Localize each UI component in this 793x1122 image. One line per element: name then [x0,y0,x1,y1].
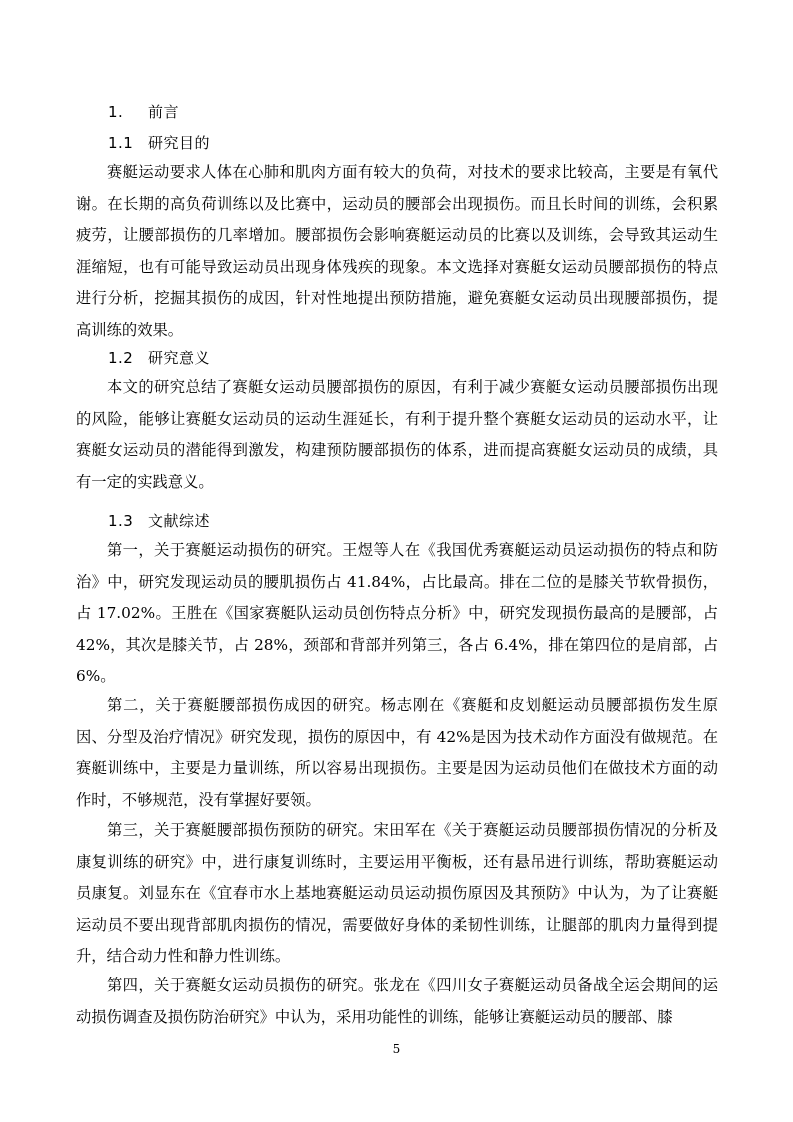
heading-number: 1.1 [108,134,134,152]
paragraph-significance: 本文的研究总结了赛艇女运动员腰部损伤的原因，有利于减少赛艇女运动员腰部损伤出现的风险，能够让赛艇女运动员的运动生涯延长，有利于提升整个赛艇女运动员的运动水平，让赛艇女运动员的潜能得到激发，构建预防腰部损伤的体系，进而提高赛艇女运动员的成绩，具有一定的实践意义。 [76,378,718,491]
heading-number: 1.3 [108,512,134,530]
heading-preface [108,101,179,122]
heading-number: 1.2 [108,349,134,367]
heading-research-purpose [108,132,210,153]
paragraph-review-fourth: 第四，关于赛艇女运动员损伤的研究。张龙在《四川女子赛艇运动员备战全运会期间的运动损伤调查及损伤防治研究》中认为，采用功能性的训练，能够让赛艇运动员的腰部、膝 [76,976,718,1026]
heading-title: 研究目的 [148,134,211,152]
heading-number: 1. [108,103,124,121]
heading-title: 文献综述 [148,512,211,530]
paragraph-review-second: 第二，关于赛艇腰部损伤成因的研究。杨志刚在《赛艇和皮划艇运动员腰部损伤发生原因、分型及治疗情况》研究发现，损伤的原因中，有 42%是因为技术动作方面没有做规范。在赛艇训练中，主要是力量训练，所以容易出现损伤。主要是因为运动员他们在做技术方面的动作时，不够规范，没有掌握好要领。 [76,696,718,809]
paragraph-purpose: 赛艇运动要求人体在心肺和肌肉方面有较大的负荷，对技术的要求比较高，主要是有氧代谢。在长期的高负荷训练以及比赛中，运动员的腰部会出现损伤。而且长时间的训练，会积累疲劳，让腰部损伤的几率增加。腰部损伤会影响赛艇运动员的比赛以及训练，会导致其运动生涯缩短，也有可能导致运动员出现身体残疾的现象。本文选择对赛艇女运动员腰部损伤的特点进行分析，挖掘其损伤的成因，针对性地提出预防措施，避免赛艇女运动员出现腰部损伤，提高训练的效果。 [76,163,718,339]
heading-title: 研究意义 [148,349,211,367]
page-number: 5 [392,1042,401,1056]
paragraph-review-third: 第三，关于赛艇腰部损伤预防的研究。宋田军在《关于赛艇运动员腰部损伤情况的分析及康复训练的研究》中，进行康复训练时，主要运用平衡板，还有悬吊进行训练，帮助赛艇运动员康复。刘显东在《宜春市水上基地赛艇运动员运动损伤原因及其预防》中认为，为了让赛艇运动员不要出现背部肌肉损伤的情况，需要做好身体的柔韧性训练，让腿部的肌肉力量得到提升，结合动力性和静力性训练。 [76,821,718,965]
heading-research-significance [108,347,210,368]
heading-literature-review [108,510,210,531]
heading-title: 前言 [148,103,180,121]
paragraph-review-first: 第一，关于赛艇运动损伤的研究。王煜等人在《我国优秀赛艇运动员运动损伤的特点和防治》中，研究发现运动员的腰肌损伤占 41.84%，占比最高。排在二位的是膝关节软骨损伤，占 17.02%。王胜在《国家赛艇队运动员创伤特点分析》中，研究发现损伤最高的是腰部，占 42%，其次是膝关节，占 28%，颈部和背部并列第三，各占 6.4%，排在第四位的是肩部，占 6%。 [76,541,718,685]
